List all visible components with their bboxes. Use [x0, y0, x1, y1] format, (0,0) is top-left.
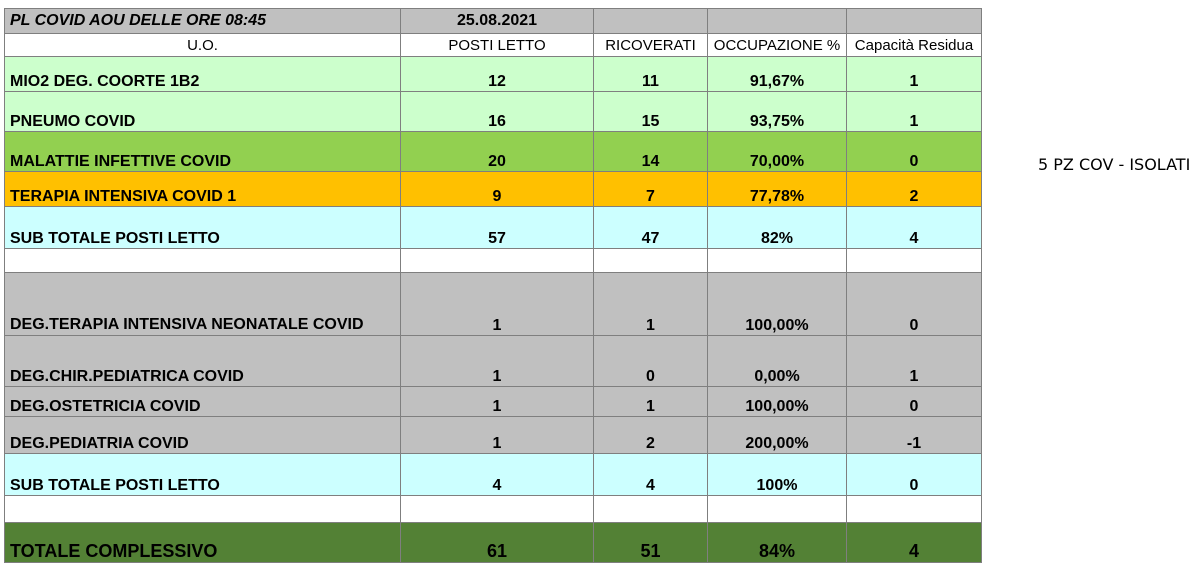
ricoverati-value: 14 [594, 132, 708, 172]
posti-letto-value: 1 [401, 336, 594, 387]
posti-letto-value: 1 [401, 387, 594, 417]
bed-occupancy-table [4, 8, 982, 563]
empty-cell [401, 496, 594, 523]
capacita-residua-value: 4 [847, 523, 982, 563]
ricoverati-value: 7 [594, 172, 708, 207]
unit-name: TERAPIA INTENSIVA COVID 1 [5, 172, 401, 207]
ricoverati-value: 1 [594, 387, 708, 417]
table-row [5, 57, 982, 92]
occupazione-value: 100,00% [708, 273, 847, 336]
capacita-residua-value: 1 [847, 57, 982, 92]
ricoverati-value: 0 [594, 336, 708, 387]
side-note: 5 PZ COV - ISOLATI [1038, 155, 1191, 174]
empty-cell [708, 249, 847, 273]
table-row [5, 417, 982, 454]
occupazione-value: 200,00% [708, 417, 847, 454]
posti-letto-value: 1 [401, 417, 594, 454]
column-header-uo: U.O. [5, 34, 401, 57]
empty-cell [847, 496, 982, 523]
posti-letto-value: 20 [401, 132, 594, 172]
spacer-row [5, 496, 982, 523]
posti-letto-value: 4 [401, 454, 594, 496]
table-row [5, 273, 982, 336]
subtotal-row [5, 454, 982, 496]
unit-name: DEG.CHIR.PEDIATRICA COVID [5, 336, 401, 387]
empty-cell [847, 9, 982, 34]
ricoverati-value: 1 [594, 273, 708, 336]
unit-name: DEG.PEDIATRIA COVID [5, 417, 401, 454]
ricoverati-value: 47 [594, 207, 708, 249]
unit-name: DEG.OSTETRICIA COVID [5, 387, 401, 417]
capacita-residua-value: 0 [847, 387, 982, 417]
posti-letto-value: 57 [401, 207, 594, 249]
column-header-occupazione: OCCUPAZIONE % [708, 34, 847, 57]
empty-cell [708, 9, 847, 34]
column-header-row [5, 34, 982, 57]
occupazione-value: 82% [708, 207, 847, 249]
grand-total-row [5, 523, 982, 563]
table-row [5, 92, 982, 132]
table-row [5, 336, 982, 387]
capacita-residua-value: 0 [847, 273, 982, 336]
empty-cell [401, 249, 594, 273]
report-date: 25.08.2021 [401, 9, 594, 34]
empty-cell [708, 496, 847, 523]
posti-letto-value: 12 [401, 57, 594, 92]
table-row [5, 387, 982, 417]
capacita-residua-value: 0 [847, 132, 982, 172]
occupazione-value: 77,78% [708, 172, 847, 207]
ricoverati-value: 4 [594, 454, 708, 496]
ricoverati-value: 2 [594, 417, 708, 454]
capacita-residua-value: 2 [847, 172, 982, 207]
posti-letto-value: 9 [401, 172, 594, 207]
empty-cell [594, 249, 708, 273]
subtotal-row [5, 207, 982, 249]
unit-name: MALATTIE INFETTIVE COVID [5, 132, 401, 172]
empty-cell [5, 496, 401, 523]
title-row [5, 9, 982, 34]
posti-letto-value: 1 [401, 273, 594, 336]
report-title: PL COVID AOU DELLE ORE 08:45 [5, 9, 401, 34]
spacer-row [5, 249, 982, 273]
column-header-ricoverati: RICOVERATI [594, 34, 708, 57]
posti-letto-value: 16 [401, 92, 594, 132]
occupazione-value: 0,00% [708, 336, 847, 387]
table-row [5, 172, 982, 207]
empty-cell [847, 249, 982, 273]
occupazione-value: 93,75% [708, 92, 847, 132]
occupazione-value: 70,00% [708, 132, 847, 172]
ricoverati-value: 15 [594, 92, 708, 132]
occupazione-value: 100,00% [708, 387, 847, 417]
capacita-residua-value: -1 [847, 417, 982, 454]
subtotal-label: SUB TOTALE POSTI LETTO [5, 454, 401, 496]
column-header-posti-letto: POSTI LETTO [401, 34, 594, 57]
ricoverati-value: 51 [594, 523, 708, 563]
unit-name: PNEUMO COVID [5, 92, 401, 132]
grand-total-label: TOTALE COMPLESSIVO [5, 523, 401, 563]
subtotal-label: SUB TOTALE POSTI LETTO [5, 207, 401, 249]
empty-cell [5, 249, 401, 273]
ricoverati-value: 11 [594, 57, 708, 92]
occupazione-value: 100% [708, 454, 847, 496]
capacita-residua-value: 0 [847, 454, 982, 496]
capacita-residua-value: 4 [847, 207, 982, 249]
empty-cell [594, 9, 708, 34]
table-row [5, 132, 982, 172]
capacita-residua-value: 1 [847, 92, 982, 132]
empty-cell [594, 496, 708, 523]
posti-letto-value: 61 [401, 523, 594, 563]
unit-name: MIO2 DEG. COORTE 1B2 [5, 57, 401, 92]
unit-name: DEG.TERAPIA INTENSIVA NEONATALE COVID [5, 273, 401, 336]
column-header-capacita-residua: Capacità Residua [847, 34, 982, 57]
occupazione-value: 84% [708, 523, 847, 563]
occupazione-value: 91,67% [708, 57, 847, 92]
capacita-residua-value: 1 [847, 336, 982, 387]
